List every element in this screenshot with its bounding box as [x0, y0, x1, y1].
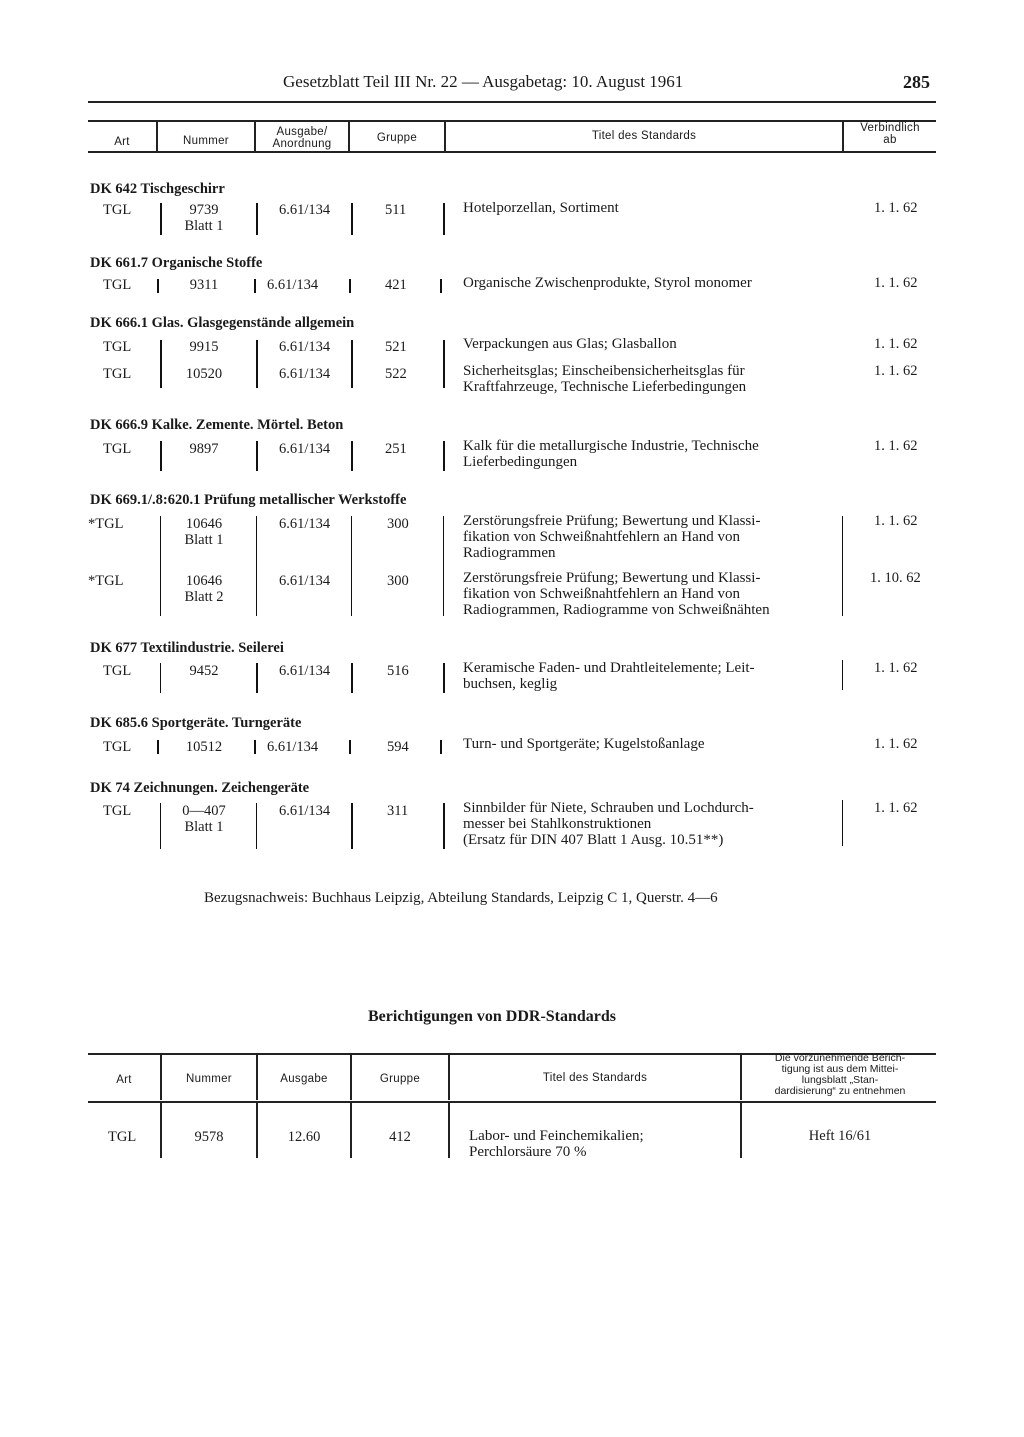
- table2-col-note-l2: tigung ist aus dem Mittei-: [781, 1063, 899, 1075]
- table2-row-ausgabe: 12.60: [287, 1129, 321, 1145]
- table1-col-titel: Titel des Standards: [591, 130, 697, 142]
- row-divider: [351, 203, 353, 235]
- row-nummer-blatt: Blatt 1: [184, 218, 224, 234]
- row-divider: [256, 803, 257, 849]
- row-nummer-blatt: Blatt 1: [184, 819, 224, 835]
- row-nummer: 10646: [185, 516, 223, 532]
- row-verbindlich-ab: 1. 1. 62: [874, 200, 918, 216]
- row-divider: [842, 660, 843, 690]
- table2-row-titel: Labor- und Feinchemikalien; Perchlorsäure 70 %: [469, 1128, 644, 1160]
- row-divider: [443, 803, 445, 849]
- row-verbindlich-ab: 1. 1. 62: [874, 660, 918, 676]
- table2-header-bottom-rule: [88, 1101, 936, 1103]
- row-ausgabe: 6.61/134: [279, 366, 331, 382]
- row-divider: [351, 516, 352, 616]
- row-divider: [256, 340, 258, 388]
- row-titel: Sinnbilder für Niete, Schrauben und Lochdurch- messer bei Stahlkonstruktionen (Ersatz für DIN 407 Blatt 1 Ausg. 10.51**): [463, 800, 754, 848]
- row-verbindlich-ab: 1. 1. 62: [874, 736, 918, 752]
- table1-col-gruppe: Gruppe: [376, 132, 418, 144]
- row-divider: [443, 663, 445, 693]
- row-gruppe: 300: [387, 516, 409, 532]
- page-number: 285: [903, 72, 930, 92]
- row-art: TGL: [103, 803, 132, 819]
- row-titel: Kalk für die metallurgische Industrie, Technische Lieferbedingungen: [463, 438, 759, 470]
- row-divider: [254, 279, 256, 293]
- group-heading: DK 669.1/.8:620.1 Prüfung metallischer Werkstoffe: [90, 492, 407, 508]
- table1-col-verbindlich-l2: ab: [883, 134, 897, 146]
- row-verbindlich-ab: 1. 1. 62: [874, 363, 918, 379]
- row-gruppe: 251: [385, 441, 407, 457]
- row-gruppe: 300: [387, 573, 409, 589]
- row-ausgabe: 6.61/134: [279, 573, 331, 589]
- table2-col-note-l1: Die vorzunehmende Berich-: [774, 1052, 906, 1064]
- bezugsnachweis: Bezugsnachweis: Buchhaus Leipzig, Abteilung Standards, Leipzig C 1, Querstr. 4—6: [204, 890, 718, 906]
- row-art: TGL: [103, 739, 132, 755]
- row-art: *TGL: [88, 573, 124, 589]
- row-divider: [443, 203, 445, 235]
- row-gruppe: 521: [385, 339, 407, 355]
- group-heading: DK 677 Textilindustrie. Seilerei: [90, 640, 284, 656]
- row-ausgabe: 6.61/134: [279, 663, 331, 679]
- row-nummer: 9915: [189, 339, 219, 355]
- row-ausgabe: 6.61/134: [279, 441, 331, 457]
- row-verbindlich-ab: 1. 1. 62: [874, 513, 918, 529]
- row-gruppe: 522: [385, 366, 407, 382]
- row-nummer: 10646: [185, 573, 223, 589]
- row-nummer: 0—407: [182, 803, 226, 819]
- row-titel: Zerstörungsfreie Prüfung; Bewertung und Klassi- fikation von Schweißnahtfehlern an Hand von Radiogrammen: [463, 513, 761, 561]
- row-divider: [443, 441, 445, 471]
- row-divider: [351, 441, 353, 471]
- row-divider: [440, 279, 442, 293]
- row-divider: [349, 740, 351, 754]
- table2-divider: [448, 1102, 450, 1158]
- table2-col-note-l4: dardisierung“ zu entnehmen: [774, 1085, 906, 1097]
- group-heading: DK 642 Tischgeschirr: [90, 181, 225, 197]
- row-ausgabe: 6.61/134: [279, 803, 331, 819]
- row-gruppe: 516: [387, 663, 409, 679]
- row-divider: [349, 279, 351, 293]
- row-art: TGL: [103, 339, 132, 355]
- row-ausgabe: 6.61/134: [279, 339, 331, 355]
- row-divider: [256, 203, 258, 235]
- group-heading: DK 661.7 Organische Stoffe: [90, 255, 263, 271]
- row-divider: [256, 516, 257, 616]
- row-art: TGL: [103, 441, 132, 457]
- table1-col-nummer: Nummer: [183, 135, 229, 147]
- row-titel: Hotelporzellan, Sortiment: [463, 200, 619, 216]
- row-divider: [157, 740, 159, 754]
- row-art: *TGL: [88, 516, 124, 532]
- table1-col-verbindlich-l1: Verbindlich: [860, 122, 920, 134]
- row-divider: [254, 740, 256, 754]
- table1-col-ausgabe-l2: Anordnung: [272, 138, 332, 150]
- table1-header-bottom-rule: [88, 151, 936, 153]
- table2-row-gruppe: 412: [389, 1129, 411, 1145]
- row-titel: Zerstörungsfreie Prüfung; Bewertung und Klassi- fikation von Schweißnahtfehlern an Hand von Radiogrammen, Radiogramme von Schweißnähten: [463, 570, 770, 618]
- row-gruppe: 594: [387, 739, 409, 755]
- row-titel: Organische Zwischenprodukte, Styrol monomer: [463, 275, 752, 291]
- row-titel: Turn- und Sportgeräte; Kugelstoßanlage: [463, 736, 705, 752]
- table2-col-note-l3: lungsblatt „Stan-: [801, 1074, 879, 1086]
- table2-col-titel: Titel des Standards: [542, 1072, 648, 1084]
- group-heading: DK 666.9 Kalke. Zemente. Mörtel. Beton: [90, 417, 344, 433]
- row-divider: [443, 516, 444, 616]
- row-art: TGL: [103, 202, 132, 218]
- row-divider: [256, 663, 258, 693]
- row-verbindlich-ab: 1. 1. 62: [874, 438, 918, 454]
- row-verbindlich-ab: 1. 1. 62: [874, 275, 918, 291]
- header-rule: [88, 101, 936, 103]
- group-heading: DK 666.1 Glas. Glasgegenstände allgemein: [90, 315, 355, 331]
- table1-col-art: Art: [114, 136, 130, 148]
- row-art: TGL: [103, 366, 132, 382]
- table2-col-art: Art: [116, 1074, 132, 1086]
- row-nummer: 10520: [185, 366, 223, 382]
- table2-col-nummer: Nummer: [186, 1073, 232, 1085]
- row-titel: Keramische Faden- und Drahtleitelemente; Leit- buchsen, keglig: [463, 660, 755, 692]
- table2-row-nummer: 9578: [194, 1129, 224, 1145]
- row-verbindlich-ab: 1. 10. 62: [870, 570, 921, 586]
- table2-col-ausgabe: Ausgabe: [280, 1073, 328, 1085]
- row-divider: [256, 441, 258, 471]
- row-nummer: 10512: [185, 739, 223, 755]
- table2-col-gruppe: Gruppe: [379, 1073, 421, 1085]
- page-header-title: Gesetzblatt Teil III Nr. 22 — Ausgabetag: 10. August 1961: [283, 72, 684, 91]
- row-ausgabe: 6.61/134: [279, 202, 331, 218]
- row-gruppe: 421: [385, 277, 407, 293]
- row-divider: [443, 340, 445, 388]
- row-divider: [351, 663, 353, 693]
- row-ausgabe: 6.61/134: [267, 739, 319, 755]
- section2-title: Berichtigungen von DDR-Standards: [368, 1008, 617, 1025]
- table1-col-ausgabe-l1: Ausgabe/: [276, 126, 328, 138]
- row-divider: [157, 279, 159, 293]
- row-divider: [842, 516, 843, 616]
- row-nummer-blatt: Blatt 2: [184, 589, 224, 605]
- row-gruppe: 511: [385, 202, 407, 218]
- row-verbindlich-ab: 1. 1. 62: [874, 800, 918, 816]
- row-art: TGL: [103, 277, 132, 293]
- row-nummer: 9739: [189, 202, 219, 218]
- table2-row-heft: Heft 16/61: [808, 1128, 872, 1144]
- row-nummer-blatt: Blatt 1: [184, 532, 224, 548]
- row-divider: [351, 340, 353, 388]
- row-ausgabe: 6.61/134: [279, 516, 331, 532]
- table1-top-rule: [88, 120, 936, 122]
- row-divider: [351, 803, 353, 849]
- table2-row-art: TGL: [108, 1129, 137, 1145]
- row-divider: [842, 800, 843, 846]
- group-heading: DK 74 Zeichnungen. Zeichengeräte: [90, 780, 310, 796]
- row-verbindlich-ab: 1. 1. 62: [874, 336, 918, 352]
- row-gruppe: 311: [387, 803, 409, 819]
- row-ausgabe: 6.61/134: [267, 277, 319, 293]
- row-divider: [440, 740, 442, 754]
- row-titel: Sicherheitsglas; Einscheibensicherheitsglas für Kraftfahrzeuge, Technische Lieferbedingungen: [463, 363, 747, 395]
- group-heading: DK 685.6 Sportgeräte. Turngeräte: [90, 715, 302, 731]
- row-titel: Verpackungen aus Glas; Glasballon: [463, 336, 677, 352]
- row-nummer: 9897: [189, 441, 219, 457]
- row-nummer: 9311: [189, 277, 219, 293]
- row-nummer: 9452: [189, 663, 219, 679]
- row-art: TGL: [103, 663, 132, 679]
